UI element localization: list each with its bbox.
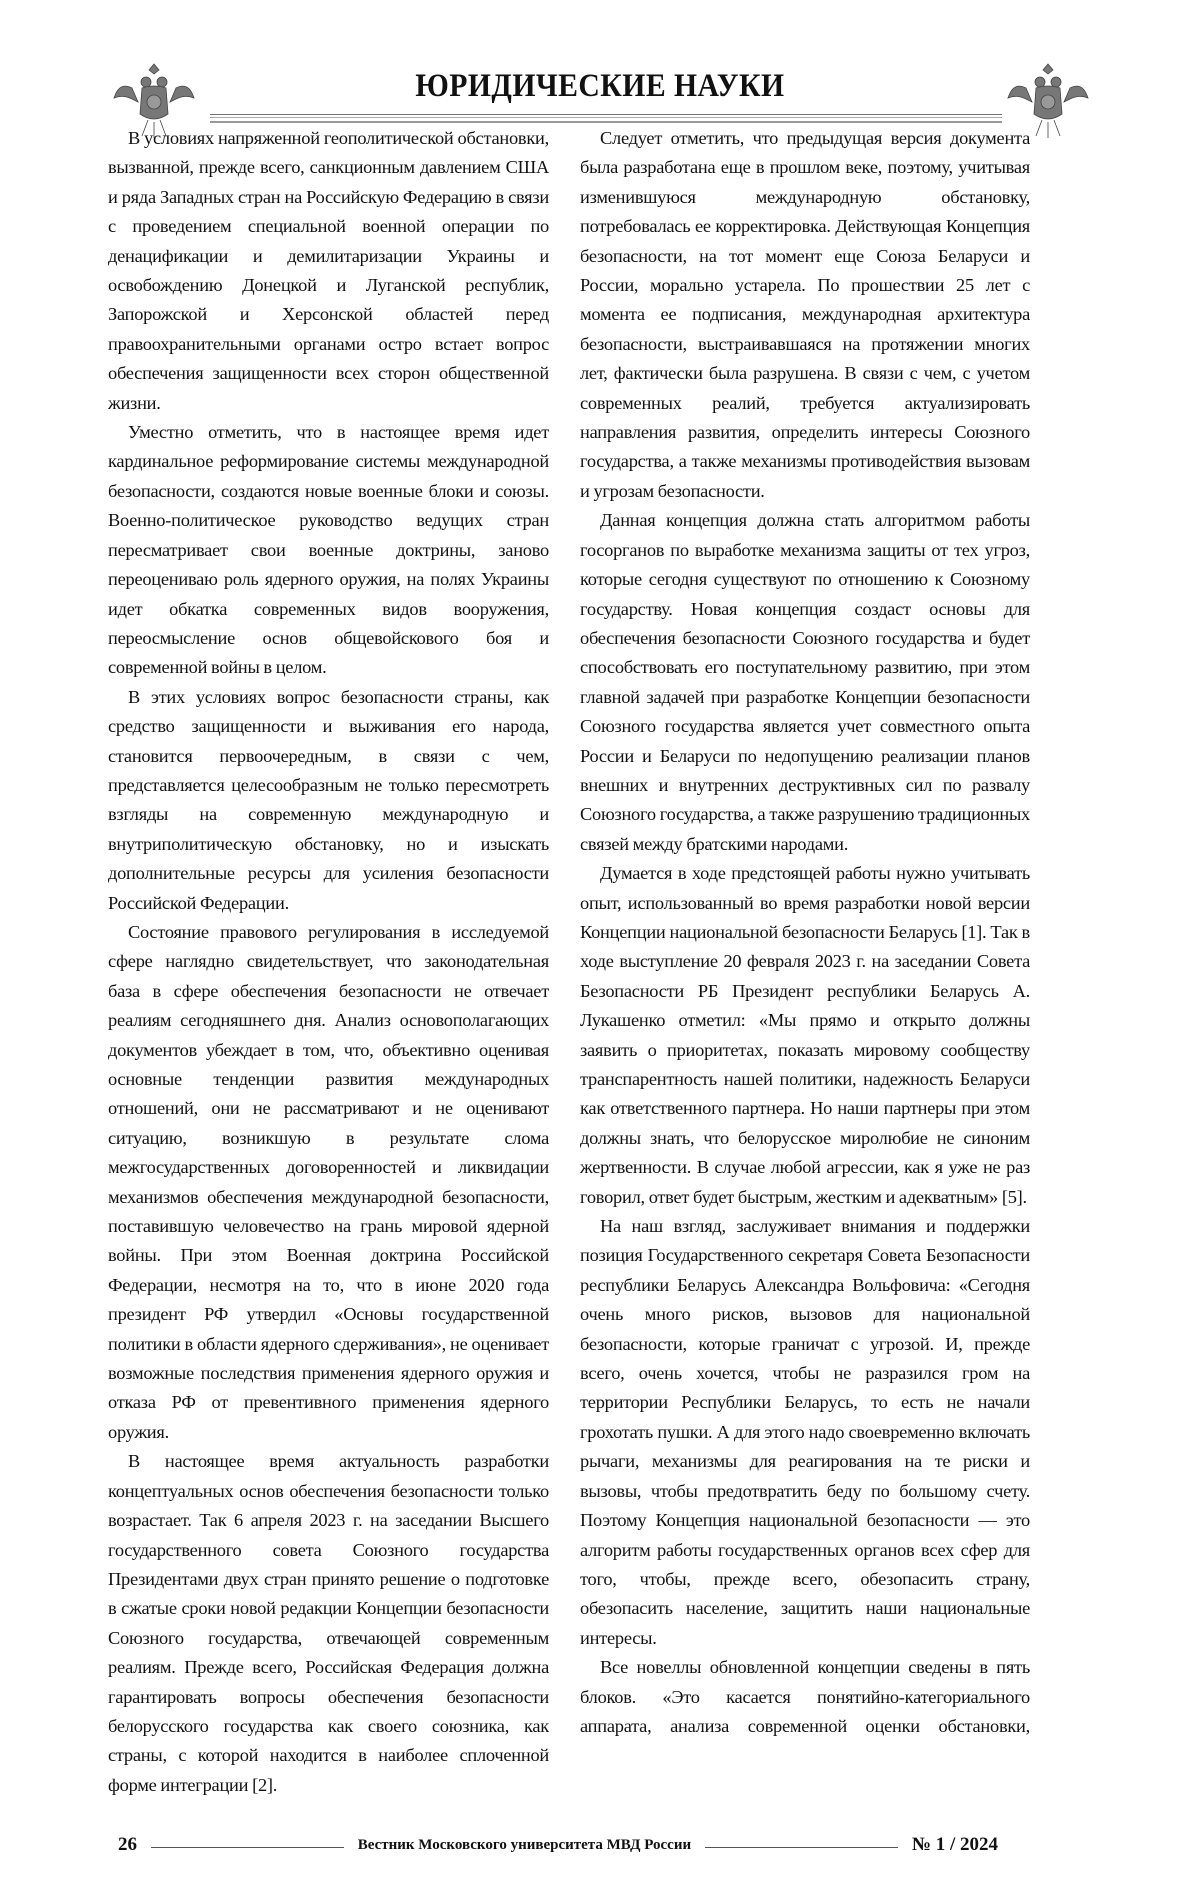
article-body	[108, 124, 1030, 1800]
paragraph: Уместно отметить, что в настоящее время идет кардинальное реформирование системы международной безопасности, создаются новые военные блоки и союзы. Военно-политическое руководство ведущих стран пересматривает свои военные доктрины, заново переоцениваю роль ядерного оружия, на полях Украины идет обкатка современных видов вооружения, переосмысление основ общевойскового боя и современной войны в целом.	[108, 418, 549, 683]
journal-title: Вестник Московского университета МВД России	[358, 1837, 691, 1854]
left-column	[108, 124, 549, 1800]
paragraph: Данная концепция должна стать алгоритмом работы госорганов по выработке механизма защиты от тех угроз, которые сегодня существуют по отношению к Союзному государству. Новая концепция создаст основы для обеспечения безопасности Союзного государства и будет способствовать его поступательному развитию, при этом главной задачей при разработке Концепции безопасности Союзного государства является учет совместного опыта России и Беларуси по недопущению реализации планов внешних и внутренних деструктивных сил по развалу Союзного государства, а также разрушению традиционных связей между братскими народами.	[580, 506, 1030, 859]
paragraph: Все новеллы обновленной концепции сведены в пять блоков. «Это касается понятийно-категориального аппарата, анализа современной оценки обстановки,	[580, 1653, 1030, 1741]
paragraph: Состояние правового регулирования в исследуемой сфере наглядно свидетельствует, что законодательная база в сфере обеспечения безопасности не отвечает реалиям сегодняшнего дня. Анализ основополагающих документов убеждает в том, что, объективно оценивая основные тенденции развития международных отношений, они не рассматривают и не оценивают ситуацию, возникшую в результате слома межгосударственных договоренностей и ликвидации механизмов обеспечения международной безопасности, поставившую человечество на грань мировой ядерной войны. При этом Военная доктрина Российской Федерации, несмотря на то, что в июне 2020 года президент РФ утвердил «Основы государственной политики в области ядерного сдерживания», не оценивает возможные последствия применения ядерного оружия и отказа РФ от превентивного применения ядерного оружия.	[108, 918, 549, 1447]
right-column	[580, 124, 1030, 1741]
eagle-emblem-icon	[112, 58, 196, 142]
paragraph: На наш взгляд, заслуживает внимания и поддержки позиция Государственного секретаря Совета Безопасности республики Беларусь Александра Вольфовича: «Сегодня очень много рисков, вызовов для национальной безопасности, которые граничат с угрозой. И, прежде всего, очень хочется, чтобы не разразился гром на территории Республики Беларусь, то есть не начали грохотать пушки. А для этого надо своевременно включать рычаги, механизмы для реагирования на те риски и вызовы, чтобы предотвратить беду по большому счету. Поэтому Концепция национальной безопасности — это алгоритм работы государственных органов всех сфер для того, чтобы, прежде всего, обезопасить страну, обезопасить население, защитить наши национальные интересы.	[580, 1212, 1030, 1653]
paragraph: Думается в ходе предстоящей работы нужно учитывать опыт, использованный во время разработки новой версии Концепции национальной безопасности Беларусь [1]. Так в ходе выступление 20 февраля 2023 г. на заседании Совета Безопасности РБ Президент республики Беларусь А. Лукашенко отметил: «Мы прямо и открыто должны заявить о приоритетах, показать мировому сообществу транспарентность нашей политики, надежность Беларуси как ответственного партнера. Но наши партнеры при этом должны знать, что белорусское миролюбие не синоним жертвенности. В случае любой агрессии, как я уже не раз говорил, ответ будет быстрым, жестким и адекватным» [5].	[580, 859, 1030, 1212]
footer-rule	[705, 1847, 898, 1848]
page-header	[0, 0, 1200, 124]
paragraph: В этих условиях вопрос безопасности страны, как средство защищенности и выживания его народа, становится первоочередным, в связи с чем, представляется целесообразным не только пересмотреть взгляды на современную международную и внутриполитическую обстановку, но и изыскать дополнительные ресурсы для усиления безопасности Российской Федерации.	[108, 683, 549, 918]
issue-number: № 1 / 2024	[912, 1834, 998, 1856]
page-footer	[118, 1830, 998, 1860]
footer-rule	[151, 1847, 344, 1848]
section-title: ЮРИДИЧЕСКИЕ НАУКИ	[330, 68, 870, 105]
paragraph: В настоящее время актуальность разработки концептуальных основ обеспечения безопасности только возрастает. Так 6 апреля 2023 г. на заседании Высшего государственного совета Союзного государства Президентами двух стран принято решение о подготовке в сжатые сроки новой редакции Концепции безопасности Союзного государства, отвечающей современным реалиям. Прежде всего, Российская Федерация должна гарантировать вопросы обеспечения безопасности белорусского государства как своего союзника, как страны, с которой находится в наиболее сплоченной форме интеграции [2].	[108, 1447, 549, 1800]
eagle-emblem-icon	[1006, 58, 1090, 142]
paragraph: В условиях напряженной геополитической обстановки, вызванной, прежде всего, санкционным давлением США и ряда Западных стран на Российскую Федерацию в связи с проведением специальной военной операции по денацификации и демилитаризации Украины и освобождению Донецкой и Луганской республик, Запорожской и Херсонской областей перед правоохранительными органами остро встает вопрос обеспечения защищенности всех сторон общественной жизни.	[108, 124, 549, 418]
page-number: 26	[118, 1834, 137, 1856]
paragraph: Следует отметить, что предыдущая версия документа была разработана еще в прошлом веке, поэтому, учитывая изменившуюся международную обстановку, потребовалась ее корректировка. Действующая Концепция безопасности, на тот момент еще Союза Беларуси и России, морально устарела. По прошествии 25 лет с момента ее подписания, международная архитектура безопасности, выстраивавшаяся на протяжении многих лет, фактически была разрушена. В связи с чем, с учетом современных реалий, требуется актуализировать направления развития, определить интересы Союзного государства, а также механизмы противодействия вызовам и угрозам безопасности.	[580, 124, 1030, 506]
header-rule	[210, 114, 1002, 123]
